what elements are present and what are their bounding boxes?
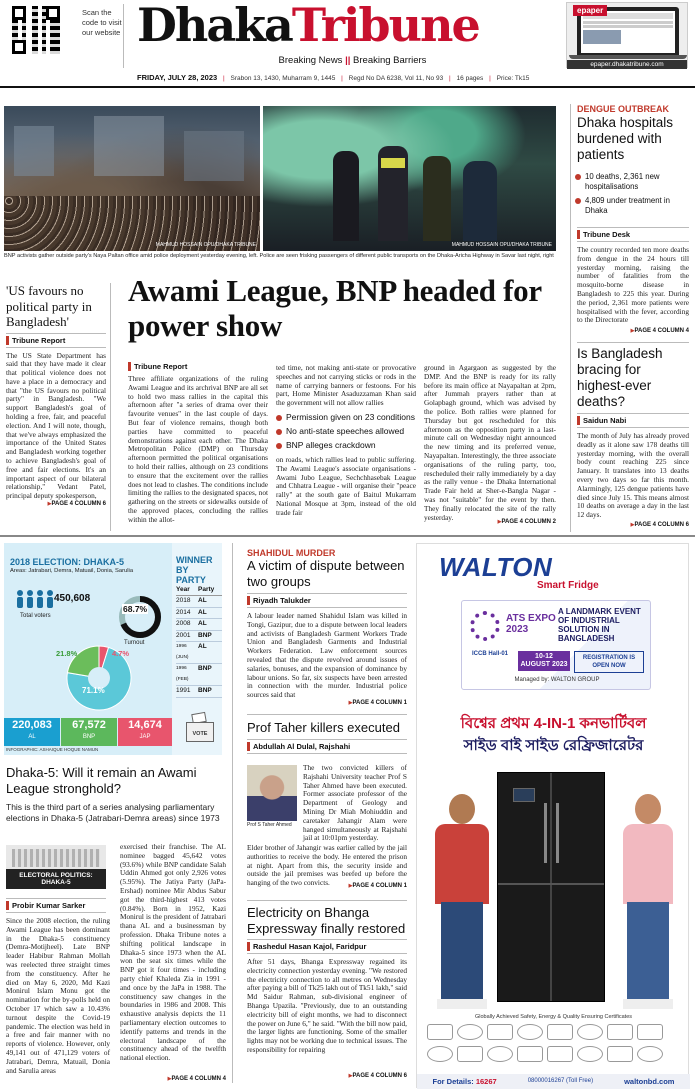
dhaka5-deck: This is the third part of a series analysing parliamentary elections in Dhaka-5 (Jatrabari-Demra areas) since 1973 <box>6 802 220 823</box>
dateline: FRIDAY, JULY 28, 2023 | Srabon 13, 1430, Muharram 9, 1445 | Regd No DA 6238, Vol 11, No 93 | 16 pages | Price: Tk15 <box>137 73 530 82</box>
cert-icon <box>427 1046 453 1062</box>
bhanga-jump[interactable]: ▶ PAGE 4 COLUMN 6 <box>247 1073 407 1079</box>
lead-byline: Tribune Report <box>128 362 253 371</box>
cert-icon <box>487 1024 513 1040</box>
dengue-kicker: DENGUE OUTBREAK <box>577 104 670 114</box>
gear-icon <box>470 611 500 641</box>
pie-label-bnp: 21.8% <box>56 649 78 658</box>
winner-title: WINNER BY PARTY <box>176 555 213 585</box>
taher-byline: Abdullah Al Dulal, Rajshahi <box>247 742 407 751</box>
epaper-url[interactable]: epaper.dhakatribune.com <box>567 60 687 69</box>
cert-icon <box>427 1024 453 1040</box>
election-infographic <box>4 543 222 755</box>
managed-by: Managed by: WALTON GROUP <box>514 677 600 683</box>
masthead <box>0 0 695 70</box>
winner-party: AL <box>198 597 207 604</box>
cert-icon <box>637 1046 663 1062</box>
lead-col3: ground in Agargaon as suggested by the DMP. And the BNP is ready for its rally before its main office at Nayapaltan at 2pm, after Jummah prayers rather than at Golapbagh ground, which was advised by the police. Both rallies were planned for Thursday but got rescheduled for this afternoon as the opposition party in a last-minute call on Wednesday night announced the new timing and its preferred venue, Nayapaltan. Interestingly, the three associate organisations of the ruling party, too, rescheduled their rally immediately by a day as the rally venue - the Dhaka International Trade Fair held at Sher-e-Bangla Nagar - was not "suitable" for the event by then. They finally relocated the site of the rally yesterday. <box>424 363 556 522</box>
winner-party: BNP <box>198 687 212 694</box>
photo-bnp-rally <box>4 106 260 251</box>
dhaka5-col2: exercised their franchise. The AL nominee bagged 45,642 votes (93.6%) while BNP candidate Salah Uddin Ahmed got only 2,926 votes (5.95%). The Jatiya Party (JaPa-Ershad) nominee Mir Abdus Sabur got the third-highest 413 votes (0.84%). Born in 1952, Kazi Monirul is the president of Jatrabari thana AL and a businessman by profession. Dhaka Tribune notes a shifting political landscape in Dhaka-5 since 1973 when the AL won the seat six times while the BNP got it four times - including party chief Khaleda Zia in 1991 - and once by the JaPa in 1988. The constituency saw changes in the boundaries in 1986 and 2008. This exhaustive analysis depicts the 11 parliamentary election outcomes to identify patterns and trends in the electoral landscape of the constituency ahead of the twelfth national election. <box>120 842 226 1063</box>
expo-name: ATS EXPO 2023 <box>506 613 556 635</box>
expo-venue: ICCB Hall-01 <box>472 651 509 657</box>
dengue-jump[interactable]: ▶ PAGE 4 COLUMN 4 <box>577 328 689 334</box>
winner-party: AL <box>198 620 207 627</box>
infographic-areas: Areas: Jatrabari, Demra, Matuail, Donia, Sarulia <box>10 568 134 574</box>
us-body: The US State Department has said that they have made it clear that political violence does not have a place in a democracy and that "the US favours no political party" in Bangladesh. "We support Bangladesh's goal of holding a free, fair, and peaceful election. And I will note, though, that we've always emphasized the importance of the United States and Bangladesh working together to achieve Bangladesh's goal of free and fair elections. It's an important aspect of our bilateral relationship," Vedant Patel, principal deputy spokesperson, <box>6 350 106 501</box>
ad-bangla-line-2: সাইড বাই সাইড রেফ্রিজারেটর <box>463 737 644 754</box>
cert-icon <box>637 1024 663 1040</box>
us-headline[interactable]: 'US favours no political party in Bangladesh' <box>6 283 92 329</box>
ad-footer <box>417 1074 690 1089</box>
tagline: Breaking News || Breaking Barriers <box>278 55 427 66</box>
cert-icon <box>547 1024 573 1040</box>
shahidul-body: A labour leader named Shahidul Islam was killed in Tongi, Gazipur, due to a dispute between local leaders and activists of Bangladesh Garment Workers Trade Union and Bangladesh Garments and Industrial Workers Federation. Law enforcement sources revealed that the dispute revolved around issues of salaries, bonuses, and the expansion of dominance by labour unions. So far, six suspects have been arrested in connection with the murder. Industrial police sources said that <box>247 611 407 700</box>
turnout-label: Turnout <box>124 640 145 646</box>
us-story <box>6 283 106 533</box>
deaths-body: The month of July has already proved deadly as it alone saw 178 deaths till yesterday morning, with the overall body count reaching 225 since January. It translates into 13 deaths every two days so far this month. Alarmingly, 125 dengue patients have died since July 15. This means almost 10 deaths on average a day in the last 12 days. <box>577 431 689 520</box>
bhanga-story <box>247 905 407 1087</box>
cert-icon <box>457 1024 483 1040</box>
for-details: For Details: <box>432 1077 474 1086</box>
winner-party: AL <box>198 643 207 650</box>
dengue-headline[interactable]: Dhaka hospitals burdened with patients <box>577 115 674 162</box>
winner-row <box>176 686 222 698</box>
deaths-story <box>577 346 689 532</box>
vote-box-bnp: 67,572 BNP <box>61 718 117 746</box>
dhaka5-story <box>6 765 226 1087</box>
dhaka5-jump[interactable]: ▶ PAGE 4 COLUMN 4 <box>120 1076 226 1082</box>
lead-col2b: on roads, which rallies lead to public suffering. The Awami League's associate organisations - Awami Jubo League, Sechchhasebak League and Chhatra League - will organise their "peace rally" at the south gate of Baitul Mukarram National Mosque at 3pm, instead of the old trade fair <box>276 455 416 517</box>
total-voters-label: Total voters <box>20 613 51 619</box>
dhaka5-col1: Since the 2008 election, the ruling Awami League has been dominant in the Dhaka-5 constituency (Demra-Motijheel). Late BNP leader Habibur Rahman Mollah was reelected three straight times from the constituency. After he died on May 6, 2020, Md Kazi Monirul Islam Monu got the nomination for the by-polls held on October 17 which saw a 10.43% turnout despite the Covid-19 pandemic. The election was held in a free and fair manner with no reports of violence. However, only 49,141 out of 471,129 voters of Jatrabari, Demra, Matuail, Donia and Sarulia areas <box>6 916 110 1075</box>
logo[interactable] <box>137 0 557 50</box>
pullout-3: BNP alleges crackdown <box>276 438 416 452</box>
pullout-1: Permission given on 23 conditions <box>276 410 416 424</box>
cert-icon <box>607 1046 633 1062</box>
epaper-badge: epaper <box>573 5 607 16</box>
lead-col1: Three affiliate organizations of the ruling Awami League and its archrival BNP are all set to hold two mass rallies in the capital this afternoon after "a series of drama over their favourite venues" in the last couple of days. But fear of violence remains, though both parties have committed to peaceful demonstrations against each other. The Dhaka Metropolitan Police (DMP) on Thursday afternoon permitted the political organisations to hold their rallies, although on 23 conditions to ensure that the excitement over the rallies does not lead to clashes. The conditions include limiting the rallies to the designated spaces, not gathering on the streets or sidewalks outside of the approved places, concluding the rallies within the allot- <box>128 374 268 524</box>
fridge-image <box>497 772 605 1002</box>
winner-year: 2001 <box>176 631 191 639</box>
winner-year: 2018 <box>176 597 191 604</box>
expo-dates: 10-12 AUGUST 2023 <box>518 651 570 671</box>
dengue-bullet-2: 4,809 under treatment in Dhaka <box>577 196 689 215</box>
lead-col2a: ted time, not making anti-state or provocative speeches and not carrying sticks or rods in the name of carrying banners or festoons. For his part, Home Minister Asaduzzaman Khan said the government will not allow rallies <box>276 363 416 408</box>
us-jump[interactable]: ▶ PAGE 4 COLUMN 6 <box>6 501 106 507</box>
infographic-credit: INFOGRAPHIC: ASHAIQUE HOQUE NAMUN <box>6 747 99 752</box>
pie-label-jap: 4.7% <box>112 649 130 658</box>
us-byline: Tribune Report <box>6 336 106 345</box>
voters-icon <box>14 588 54 610</box>
taher-jump[interactable]: ▶ PAGE 4 COLUMN 1 <box>247 883 407 889</box>
shahidul-story <box>247 548 407 710</box>
photo-credit-left: MAHMUD HOSSAIN OPU/DHAKA TRIBUNE <box>155 242 256 248</box>
photo-credit-right: MAHMUD HOSSAIN OPU/DHAKA TRIBUNE <box>451 242 552 248</box>
winner-year: 2014 <box>176 608 191 616</box>
winner-row <box>176 596 222 608</box>
electoral-banner-text: ELECTORAL POLITICS: DHAKA-5 <box>19 872 93 886</box>
expo-tag: A LANDMARK EVENT OF INDUSTRIAL SOLUTION IN BANGLADESH <box>558 607 641 643</box>
vote-box-al: 220,083 AL <box>4 718 60 746</box>
vote-box-jap: 14,674 JAP <box>118 718 172 746</box>
electoral-banner <box>6 845 106 889</box>
lead-headline[interactable]: Awami League, BNP headed for power show <box>128 273 542 343</box>
cert-icon <box>487 1046 513 1062</box>
epaper-promo[interactable] <box>566 2 688 68</box>
infographic-title: 2018 ELECTION: DHAKA-5 <box>10 557 125 567</box>
winner-party: BNP <box>198 665 212 672</box>
dengue-bullet-1: 10 deaths, 2,361 new hospitalisations <box>577 172 689 191</box>
lead-jump[interactable]: ▶ PAGE 4 COLUMN 2 <box>424 519 556 525</box>
winner-row <box>176 664 222 686</box>
winner-party: AL <box>198 608 207 616</box>
price: Price: Tk15 <box>496 75 530 82</box>
qr-code[interactable] <box>12 6 60 54</box>
walton-website[interactable]: waltonbd.com <box>624 1077 675 1086</box>
deaths-headline[interactable]: Is Bangladesh bracing for highest-ever deaths? <box>577 346 663 409</box>
winner-row <box>176 631 222 643</box>
dhaka5-byline: Probir Kumar Sarker <box>6 901 106 910</box>
total-voters-value: 450,608 <box>54 593 91 604</box>
taher-story <box>247 720 407 896</box>
taher-body-2: Elder brother of Jahangir was earlier called by the jail authorities to receive the body. He entered the prison at night. Apart from this, the security inside and outside the jail premises was beefed up before the hanging of the two convicts. <box>247 843 407 888</box>
page-count: 16 pages <box>456 75 484 82</box>
winner-row <box>176 619 222 631</box>
pie-label-al: 71.1% <box>82 686 105 695</box>
qr-text: Scan the code to visit our website <box>82 8 122 37</box>
shahidul-jump[interactable]: ▶ PAGE 4 COLUMN 1 <box>247 700 407 706</box>
photo-police-frisking <box>263 106 556 251</box>
bhanga-byline: Rashedul Hasan Kajol, Faridpur <box>247 942 407 951</box>
dengue-body: The country recorded ten more deaths from dengue in the 24 hours till yesterday morning, raising the number of fatalities from the mosquito-borne disease in Bangladesh to 225 this year. During the period, 2,361 more patients were hospitalised with the fever, according to the Directorate <box>577 245 689 325</box>
cert-logos <box>427 1024 680 1064</box>
taher-photo <box>247 765 297 821</box>
taher-photo-caption: Prof S Taher Ahmed <box>247 822 292 828</box>
walton-ad[interactable] <box>416 543 689 1088</box>
taher-headline[interactable]: Prof Taher killers executed <box>247 720 400 735</box>
regd-no: Regd No DA 6238, Vol 11, No 93 <box>348 75 444 82</box>
cert-icon <box>457 1046 483 1062</box>
lead-pullout <box>276 410 416 452</box>
date: FRIDAY, JULY 28, 2023 <box>137 73 218 82</box>
winner-year: 2008 <box>176 620 191 627</box>
winner-party-header: Party <box>198 586 215 593</box>
bhanga-body: After 51 days, Bhanga Expressway regained its electricity connection yesterday evening. "We restored the electricity connection to all metres on Wednesday after paying a bill of Tk25 lakh out of Tk51 lakh," said Md Saidur Rahman, sub-divisional engineer of Bhanga Upazila. "Previously, due to an outstanding electricity bill of eight months, we had to disconnect the power on June 6," he said. "With the bill now paid, the larger lights are functioning. Some of the smaller lights may not be working due to technical issues. The responsibility for repairing <box>247 957 407 1054</box>
winner-table <box>176 585 222 698</box>
hotline[interactable]: 16267 <box>475 1077 497 1086</box>
shahidul-headline[interactable]: A victim of dispute between two groups <box>247 558 405 589</box>
winner-row <box>176 642 222 664</box>
dhaka5-headline[interactable]: Dhaka-5: Will it remain an Awami League stronghold? <box>6 765 197 796</box>
winner-year: 1996 (JUN) <box>176 644 189 660</box>
lead-story <box>128 273 568 531</box>
dengue-byline: Tribune Desk <box>577 230 689 239</box>
cert-icon <box>517 1024 543 1040</box>
woman-figure <box>613 794 683 1009</box>
walton-product: Smart Fridge <box>537 580 599 591</box>
pullout-2: No anti-state speeches allowed <box>276 424 416 438</box>
bangla-date: Srabon 13, 1430, Muharram 9, 1445 <box>230 75 336 82</box>
ballot-box-icon <box>186 713 216 743</box>
winner-row <box>176 608 222 620</box>
dengue-story <box>577 104 689 344</box>
taher-body-1: The two convicted killers of Rajshahi University teacher Prof S Taher Ahmed have been executed. Former associate professor of the Department of Geology and Mining Dr Miah Mohiuddin and caretaker Jahangir Alam were hanged simultaneously at Rajshahi jail at 10:01pm yesterday. <box>303 763 407 843</box>
shahidul-kicker: SHAHIDUL MURDER <box>247 548 336 558</box>
ats-expo-banner[interactable] <box>461 600 651 690</box>
tagline-left: Breaking News <box>278 55 343 66</box>
cert-icon <box>517 1046 543 1062</box>
cert-icon <box>607 1024 633 1040</box>
logo-dhaka: Dhaka <box>137 0 292 52</box>
deaths-byline: Saidun Nabi <box>577 416 689 425</box>
winner-year: 1991 <box>176 687 191 694</box>
winner-party: BNP <box>198 631 212 639</box>
turnout-gauge <box>118 595 162 639</box>
bhanga-headline[interactable]: Electricity on Bhanga Expressway finally restored <box>247 905 406 936</box>
registration-button[interactable]: REGISTRATION IS OPEN NOW <box>574 651 644 673</box>
tagline-right: Breaking Barriers <box>353 55 427 66</box>
tollfree[interactable]: 08000016267 (Toll Free) <box>527 1078 594 1084</box>
photo-caption: BNP activists gather outside party's Naya Paltan office amid police deployment yesterday evening, left. Police are seen frisking passengers of different public transports on the Dhaka-Aricha Highway in Savar last night, right <box>4 253 554 259</box>
cert-icon <box>577 1024 603 1040</box>
winner-year-header: Year <box>176 586 190 593</box>
cert-icon <box>577 1046 603 1062</box>
vote-box-label: VOTE <box>192 731 208 737</box>
deaths-jump[interactable]: ▶ PAGE 4 COLUMN 6 <box>577 522 689 528</box>
shahidul-byline: Riyadh Talukder <box>247 596 407 605</box>
turnout-value: 68.7% <box>123 604 148 614</box>
man-figure <box>427 794 497 1009</box>
walton-logo: WALTON <box>439 552 553 582</box>
logo-tribune: Tribune <box>291 0 479 52</box>
ad-bangla-line-1: বিশ্বের প্রথম 4-IN-1 কনভার্টিবল <box>460 715 647 732</box>
cert-line: Globally Achieved Safety, Energy & Quality Ensuring Certificates <box>474 1014 633 1020</box>
winner-year: 1996 (FEB) <box>176 666 189 682</box>
cert-icon <box>547 1046 573 1062</box>
